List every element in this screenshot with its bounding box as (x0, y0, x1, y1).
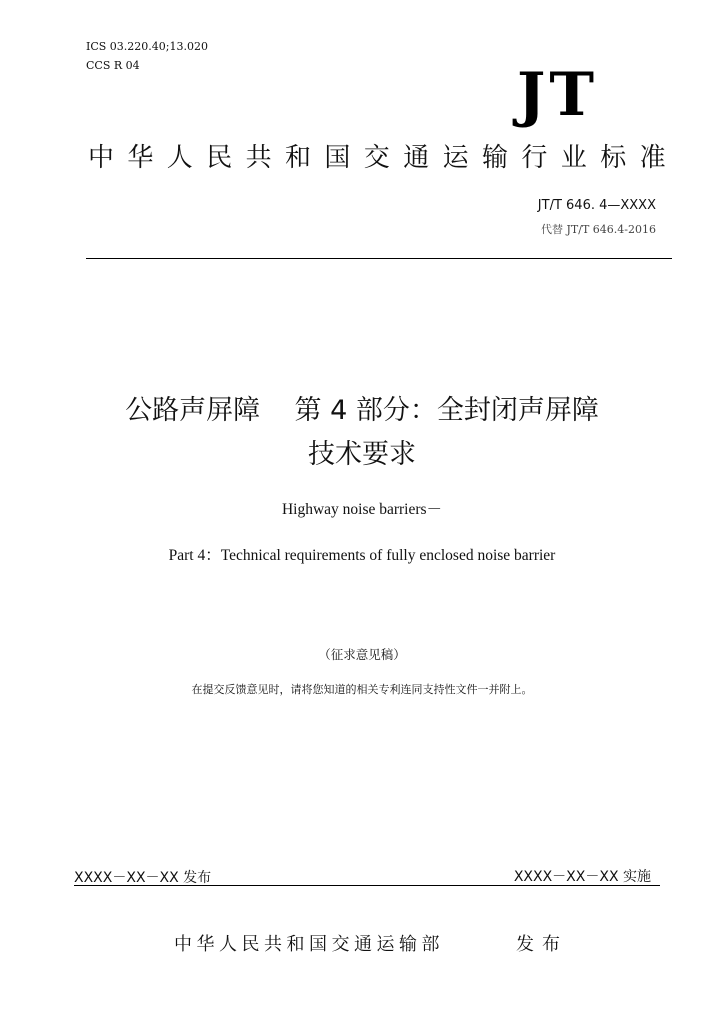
classification-codes (86, 37, 208, 75)
english-title-line2: Part 4：Technical requirements of fully enclosed noise barrier (168, 547, 556, 564)
ccs-code: CCS R 04 (86, 59, 140, 72)
issuing-authority: 中华人民共和国交通运输部 (174, 934, 444, 955)
standard-title: 中华人民共和国交通运输行业标准 (88, 143, 680, 173)
footer-divider (74, 885, 660, 886)
patent-notice: 在提交反馈意见时，请将您知道的相关专利连同支持性文件一并附上。 (191, 683, 533, 696)
draft-status: （征求意见稿） (318, 647, 406, 662)
standard-number: JT/T 646. 4—XXXX (537, 198, 656, 213)
jt-logo: JT (517, 60, 599, 130)
header-divider (86, 258, 672, 259)
english-title-line1: Highway noise barriers－ (281, 501, 443, 518)
replaces-standard: 代替 JT/T 646.4-2016 (541, 223, 656, 236)
issue-label: 发布 (516, 934, 568, 955)
ics-code: ICS 03.220.40;13.020 (86, 40, 208, 53)
document-title-line2: 技术要求 (308, 439, 416, 470)
publish-date: XXXX－XX－XX 发布 (74, 870, 212, 886)
implement-date: XXXX－XX－XX 实施 (513, 869, 651, 885)
document-title-line1: 公路声屏障 第 4 部分：全封闭声屏障 (125, 395, 599, 426)
